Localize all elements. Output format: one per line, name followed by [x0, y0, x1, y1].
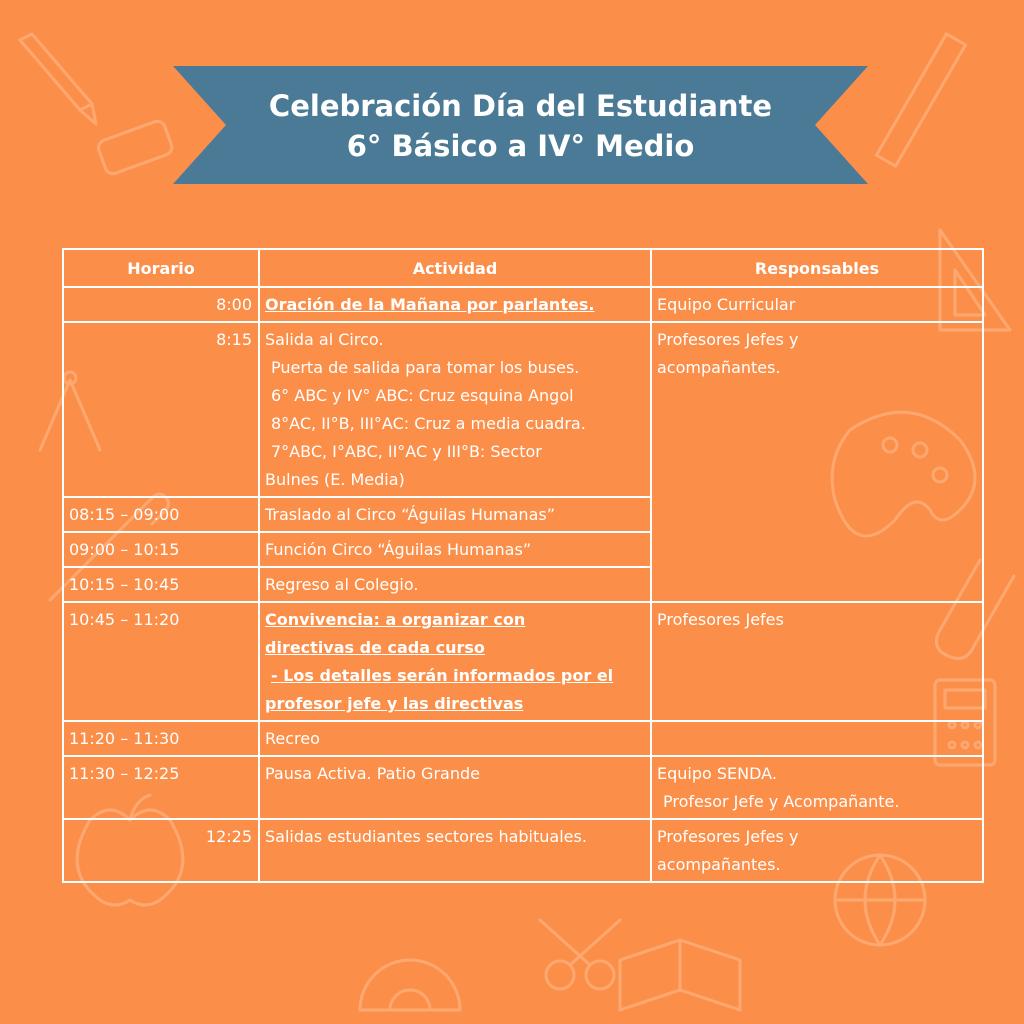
- activity-line: 8°AC, II°B, III°AC: Cruz a media cuadra.: [271, 414, 586, 433]
- responsible-line: Profesores Jefes: [657, 610, 784, 629]
- responsible-line: acompañantes.: [657, 855, 781, 874]
- time-cell: 08:15 – 09:00: [63, 497, 259, 532]
- time-cell: 10:45 – 11:20: [63, 602, 259, 721]
- activity-cell: [259, 567, 651, 602]
- activity-line: Salidas estudiantes sectores habituales.: [265, 827, 587, 846]
- activity-line: 7°ABC, I°ABC, II°AC y III°B: Sector: [271, 442, 542, 461]
- header-horario: Horario: [63, 249, 259, 287]
- responsible-cell: [651, 819, 983, 882]
- title-banner: [173, 66, 868, 184]
- activity-line: 6° ABC y IV° ABC: Cruz esquina Angol: [271, 386, 574, 405]
- activity-cell: [259, 287, 651, 322]
- activity-line: profesor jefe y las directivas: [265, 694, 524, 713]
- protractor-icon: [360, 960, 460, 1010]
- activity-cell: [259, 322, 651, 497]
- activity-line: Bulnes (E. Media): [265, 470, 405, 489]
- table-row: [63, 602, 983, 721]
- time-cell: 8:15: [63, 322, 259, 497]
- time-cell: 12:25: [63, 819, 259, 882]
- activity-cell: [259, 819, 651, 882]
- activity-cell: [259, 532, 651, 567]
- table-row: [63, 322, 983, 497]
- header-responsables: Responsables: [651, 249, 983, 287]
- responsible-line: Equipo SENDA.: [657, 764, 777, 783]
- responsible-line: acompañantes.: [657, 358, 781, 377]
- activity-line: Función Circo “Águilas Humanas”: [265, 540, 532, 559]
- book-icon: [620, 940, 740, 1010]
- activity-line: - Los detalles serán informados por el: [271, 666, 614, 685]
- responsible-line: Profesores Jefes y: [657, 827, 799, 846]
- activity-cell: [259, 602, 651, 721]
- time-cell: 10:15 – 10:45: [63, 567, 259, 602]
- responsible-cell: [651, 721, 983, 756]
- responsible-cell: [651, 287, 983, 322]
- ruler-icon: [876, 34, 965, 166]
- responsible-cell: [651, 756, 983, 819]
- table-header-row: [63, 249, 983, 287]
- scissors-icon: [540, 920, 620, 989]
- activity-cell: [259, 497, 651, 532]
- eraser-icon: [96, 119, 174, 176]
- table-row: [63, 819, 983, 882]
- responsible-line: Profesor Jefe y Acompañante.: [663, 792, 900, 811]
- responsible-line: Equipo Curricular: [657, 295, 796, 314]
- pencil-icon: [20, 34, 96, 124]
- responsible-cell: [651, 602, 983, 721]
- table-row: [63, 721, 983, 756]
- activity-line: Convivencia: a organizar con: [265, 610, 526, 629]
- schedule-table: [62, 248, 984, 883]
- time-cell: 11:30 – 12:25: [63, 756, 259, 819]
- activity-line: Puerta de salida para tomar los buses.: [271, 358, 580, 377]
- header-actividad: Actividad: [259, 249, 651, 287]
- time-cell: 8:00: [63, 287, 259, 322]
- table-row: [63, 287, 983, 322]
- time-cell: 11:20 – 11:30: [63, 721, 259, 756]
- table-row: [63, 756, 983, 819]
- activity-cell: [259, 756, 651, 819]
- time-cell: 09:00 – 10:15: [63, 532, 259, 567]
- responsible-line: Profesores Jefes y: [657, 330, 799, 349]
- activity-line: Oración de la Mañana por parlantes.: [265, 295, 595, 314]
- activity-line: directivas de cada curso: [265, 638, 485, 657]
- activity-line: Traslado al Circo “Águilas Humanas”: [265, 505, 555, 524]
- activity-line: Regreso al Colegio.: [265, 575, 419, 594]
- activity-line: Pausa Activa. Patio Grande: [265, 764, 480, 783]
- activity-line: Salida al Circo.: [265, 330, 384, 349]
- title-line-1: Celebración Día del Estudiante: [268, 89, 773, 123]
- title-line-2: 6° Básico a IV° Medio: [346, 129, 695, 163]
- page-title: [173, 86, 868, 166]
- responsible-cell: [651, 322, 983, 602]
- activity-cell: [259, 721, 651, 756]
- activity-line: Recreo: [265, 729, 320, 748]
